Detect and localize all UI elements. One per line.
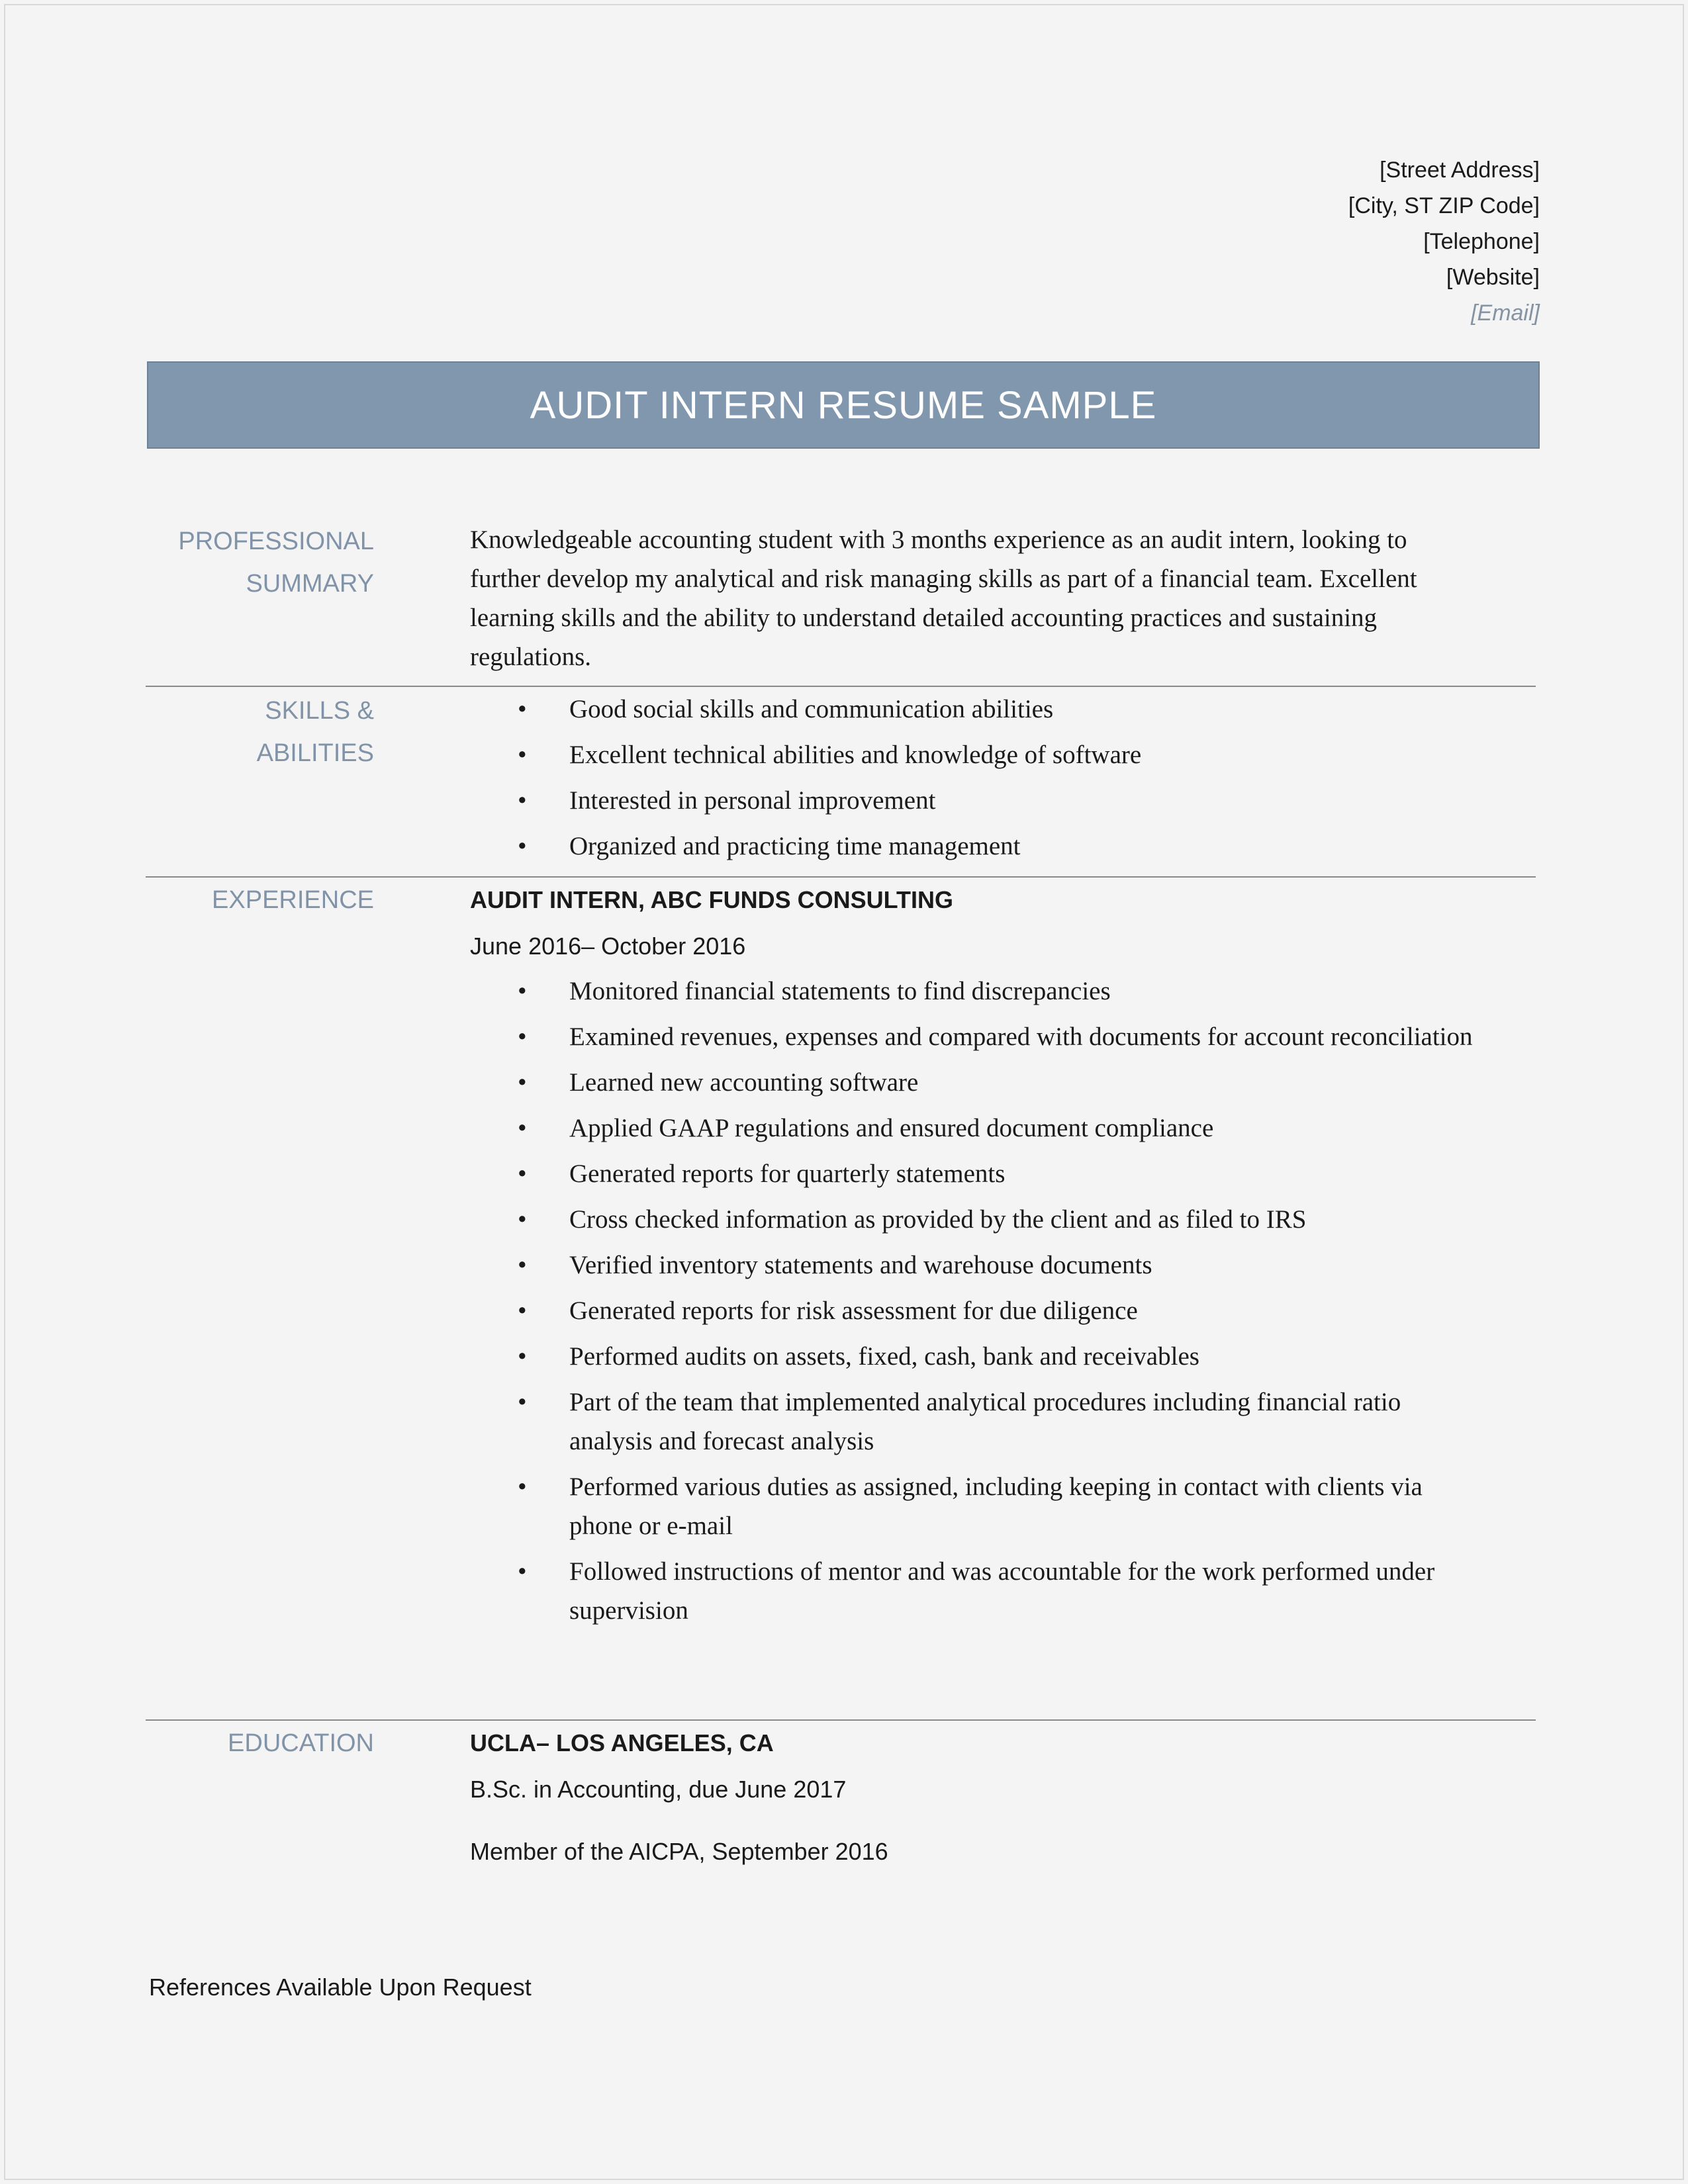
email: [Email]: [1471, 300, 1540, 326]
skills-section: [146, 686, 1536, 876]
list-item: • Monitored financial statements to find discrepancies: [470, 972, 1476, 1011]
list-item: • Learned new accounting software: [470, 1063, 1476, 1102]
membership: Member of the AICPA, September 2016: [470, 1838, 888, 1865]
list-item: • Performed audits on assets, fixed, cash, bank and receivables: [470, 1337, 1476, 1376]
skills-label: SKILLS & ABILITIES: [256, 697, 374, 767]
school-name: UCLA– LOS ANGELES, CA: [470, 1729, 774, 1756]
summary-label-line2: SUMMARY: [246, 570, 374, 598]
contact-block: [1348, 152, 1540, 331]
list-item: • Organized and practicing time management: [470, 827, 1476, 866]
skills-list: [470, 690, 1476, 866]
list-item: • Generated reports for quarterly statements: [470, 1154, 1476, 1193]
list-item: • Excellent technical abilities and knowledge of software: [470, 735, 1476, 774]
website: [Website]: [1446, 265, 1540, 290]
job-title: AUDIT INTERN, ABC FUNDS CONSULTING: [470, 886, 953, 913]
list-item: • Applied GAAP regulations and ensured document compliance: [470, 1109, 1476, 1148]
summary-text: Knowledgeable accounting student with 3 months experience as an audit intern, looking to further develop my analytical and risk managing skills as part of a financial team. Excellent learning skills and the ability to understand detailed accounting practices and sustaining regulations.: [470, 525, 1417, 671]
city-state-zip: [City, ST ZIP Code]: [1348, 193, 1540, 218]
resume-title: AUDIT INTERN RESUME SAMPLE: [147, 361, 1540, 449]
summary-section: [146, 518, 1536, 684]
experience-body: [470, 879, 1476, 1637]
education-body: [470, 1722, 1476, 1873]
experience-label: EXPERIENCE: [212, 886, 374, 914]
street-address: [Street Address]: [1380, 158, 1540, 183]
experience-list: [470, 972, 1476, 1630]
education-label: EDUCATION: [228, 1729, 374, 1757]
list-item: • Cross checked information as provided by the client and as filed to IRS: [470, 1200, 1476, 1239]
list-item: • Good social skills and communication abilities: [470, 690, 1476, 729]
list-item: • Followed instructions of mentor and was accountable for the work performed under supervision: [470, 1552, 1476, 1630]
job-dates: June 2016– October 2016: [470, 933, 746, 960]
education-section: [146, 1719, 1536, 1886]
degree: B.Sc. in Accounting, due June 2017: [470, 1776, 847, 1803]
list-item: • Verified inventory statements and warehouse documents: [470, 1246, 1476, 1285]
references-note: References Available Upon Request: [149, 1974, 532, 2001]
summary-label: [146, 520, 374, 605]
list-item: • Part of the team that implemented analytical procedures including financial ratio analysis and forecast analysis: [470, 1383, 1476, 1461]
list-item: • Generated reports for risk assessment for due diligence: [470, 1291, 1476, 1330]
list-item: • Examined revenues, expenses and compared with documents for account reconciliation: [470, 1017, 1476, 1056]
skills-body: [470, 690, 1476, 872]
list-item: • Performed various duties as assigned, including keeping in contact with clients via phone or e-mail: [470, 1467, 1476, 1545]
list-item: • Interested in personal improvement: [470, 781, 1476, 820]
telephone: [Telephone]: [1423, 229, 1540, 254]
experience-section: [146, 876, 1536, 1719]
summary-label-line1: PROFESSIONAL: [178, 527, 374, 555]
